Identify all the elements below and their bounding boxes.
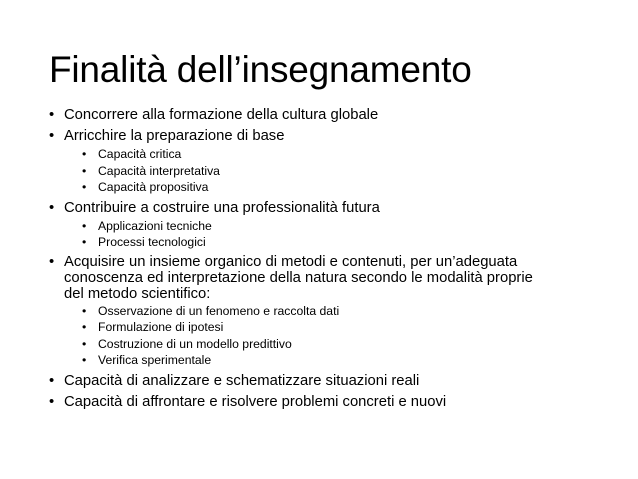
sub-bullet-item [49, 163, 619, 180]
sub-bullet-text: Costruzione di un modello predittivo [98, 336, 292, 351]
sub-bullet-dot: • [82, 163, 87, 178]
sub-bullet-item [49, 336, 619, 353]
sub-bullet-text: Processi tecnologici [98, 235, 206, 249]
bullet-item [49, 199, 619, 217]
sub-list [49, 303, 619, 369]
sub-bullet-item [49, 234, 619, 251]
bullet-text-line: del metodo scientifico: [64, 285, 211, 302]
bullet-dot: • [49, 253, 55, 270]
sub-bullet-dot: • [82, 235, 87, 249]
bullet-item [49, 106, 619, 124]
bullet-dot: • [49, 199, 55, 216]
sub-bullet-dot: • [82, 336, 87, 351]
bullet-text: Arricchire la preparazione di base [64, 128, 285, 144]
sub-bullet-dot: • [82, 320, 87, 334]
sub-bullet-text: Verifica sperimentale [98, 353, 212, 367]
sub-bullet-item [49, 319, 619, 336]
bullet-dot: • [49, 393, 55, 410]
sub-bullet-text: Capacità interpretativa [98, 163, 220, 178]
bullet-item [49, 254, 619, 302]
bullet-dot: • [49, 107, 55, 123]
sub-list [49, 218, 619, 251]
sub-bullet-dot: • [82, 147, 87, 161]
sub-bullet-text: Applicazioni tecniche [98, 218, 212, 233]
sub-bullet-dot: • [82, 353, 87, 367]
sub-bullet-text: Capacità critica [98, 147, 182, 161]
sub-bullet-dot: • [82, 180, 87, 194]
sub-bullet-item [49, 352, 619, 369]
bullet-dot: • [49, 128, 55, 144]
sub-bullet-text: Osservazione di un fenomeno e raccolta dati [98, 303, 340, 318]
bullet-text-line: Acquisire un insieme organico di metodi e contenuti, per un’adeguata [64, 253, 518, 270]
sub-bullet-text: Capacità propositiva [98, 180, 209, 194]
slide-title: Finalità dell’insegnamento [49, 49, 472, 90]
sub-list [49, 146, 619, 196]
bullet-text: Capacità di analizzare e schematizzare situazioni reali [64, 372, 420, 389]
sub-bullet-item [49, 218, 619, 235]
sub-bullet-item [49, 303, 619, 320]
bullet-text: Contribuire a costruire una professionalità futura [64, 199, 380, 216]
bullet-item [49, 393, 619, 411]
bullet-dot: • [49, 372, 55, 389]
sub-bullet-text: Formulazione di ipotesi [98, 320, 224, 334]
sub-bullet-dot: • [82, 218, 87, 233]
sub-bullet-item [49, 179, 619, 196]
sub-bullet-dot: • [82, 303, 87, 318]
bullet-text: Capacità di affrontare e risolvere problemi concreti e nuovi [64, 393, 447, 410]
bullet-item [49, 127, 619, 145]
bullet-text: Concorrere alla formazione della cultura globale [64, 107, 379, 123]
sub-bullet-item [49, 146, 619, 163]
bullet-list [49, 103, 619, 411]
bullet-text-line: conoscenza ed interpretazione della natura secondo le modalità proprie [64, 269, 533, 286]
bullet-item [49, 372, 619, 390]
